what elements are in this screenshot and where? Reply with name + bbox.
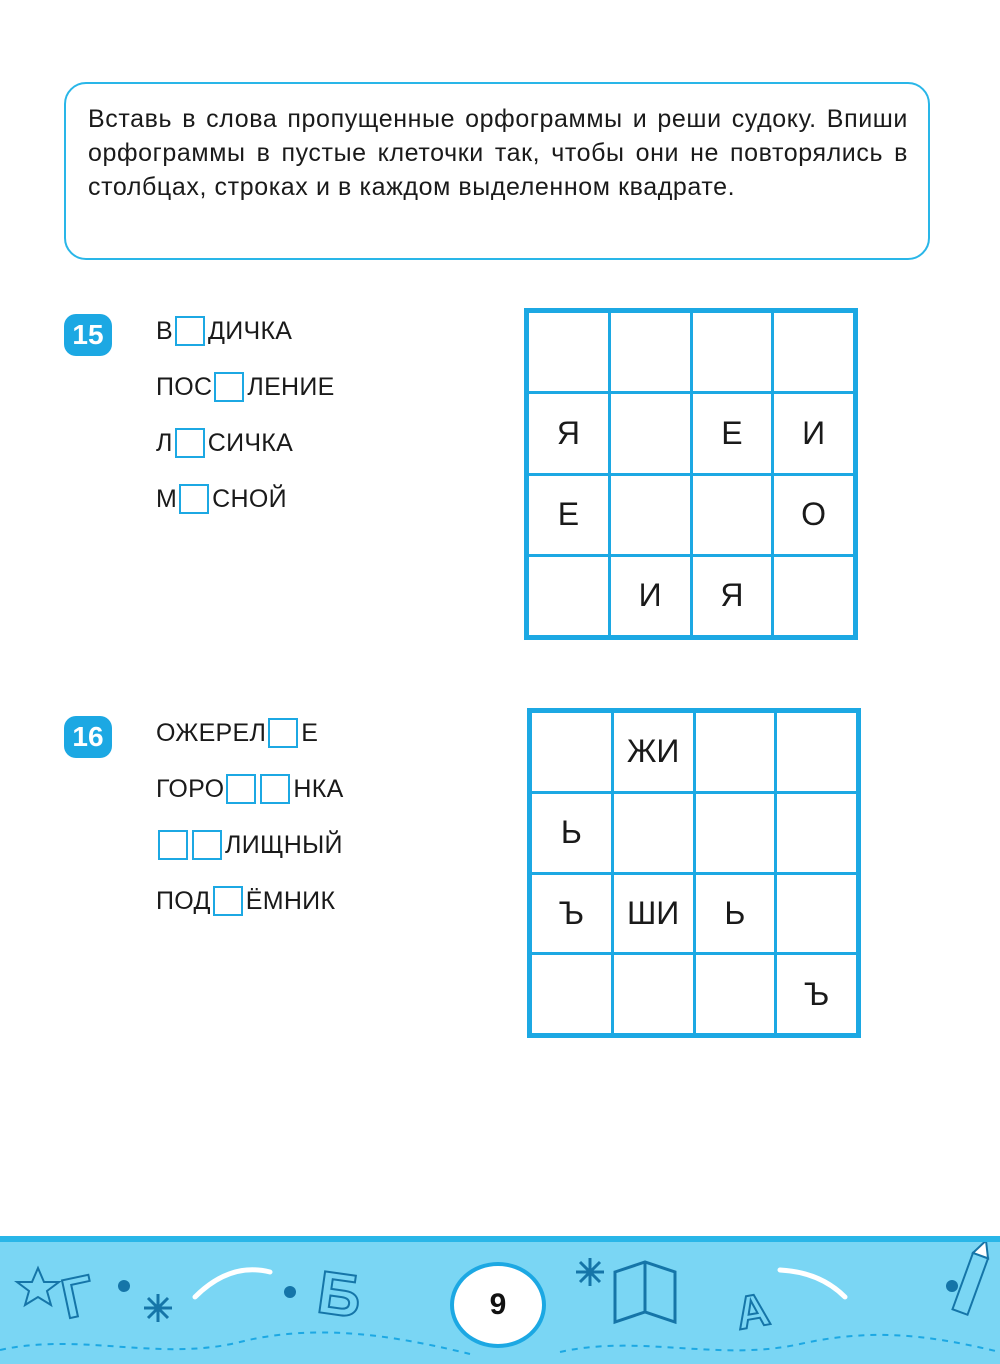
task-16-word-4: ПОД ЁМНИК xyxy=(156,886,336,915)
task-16-word-3-blank-1[interactable] xyxy=(158,830,188,860)
task-15-word-3-blank[interactable] xyxy=(175,428,205,458)
task-15-word-4: М СНОЙ xyxy=(156,484,287,513)
sudoku-15-cell[interactable] xyxy=(529,557,608,635)
sudoku-15-cell[interactable] xyxy=(611,394,690,472)
task-16-word-2-blank-2[interactable] xyxy=(260,774,290,804)
page-number: 9 xyxy=(450,1262,546,1348)
sudoku-16-cell[interactable] xyxy=(777,794,856,872)
book-icon xyxy=(615,1262,675,1322)
sudoku-16-cell[interactable]: Ъ xyxy=(777,955,856,1033)
sudoku-15-cell[interactable]: Я xyxy=(529,394,608,472)
letter-decor: Г xyxy=(55,1262,100,1331)
sudoku-15-cell[interactable]: Е xyxy=(693,394,772,472)
sudoku-15-cell[interactable] xyxy=(693,476,772,554)
letter-decor: Б xyxy=(313,1258,366,1331)
dot-decor xyxy=(284,1286,296,1298)
sudoku-16-cell[interactable] xyxy=(532,955,611,1033)
sudoku-15-cell[interactable]: И xyxy=(611,557,690,635)
star-icon xyxy=(17,1268,59,1305)
letter-decor: А xyxy=(731,1282,774,1340)
task-15-word-2: ПОС ЛЕНИЕ xyxy=(156,372,335,401)
task-15-word-3: Л СИЧКА xyxy=(156,428,294,457)
snowflake-icon xyxy=(144,1294,172,1322)
sudoku-16-cell[interactable] xyxy=(696,713,775,791)
task-15-badge: 15 xyxy=(64,314,112,356)
sudoku-15-cell[interactable] xyxy=(611,313,690,391)
snowflake-icon xyxy=(576,1258,604,1286)
sudoku-16-cell[interactable]: Ь xyxy=(532,794,611,872)
task-15-word-4-blank[interactable] xyxy=(179,484,209,514)
sudoku-16-cell[interactable]: ШИ xyxy=(614,875,693,953)
sudoku-16-cell[interactable] xyxy=(614,955,693,1033)
sudoku-15-cell[interactable]: О xyxy=(774,476,853,554)
sudoku-15-cell[interactable] xyxy=(774,313,853,391)
instructions-box xyxy=(64,82,930,260)
sudoku-16-cell[interactable] xyxy=(614,794,693,872)
pencil-icon xyxy=(952,1242,993,1315)
task-16-word-1-blank[interactable] xyxy=(268,718,298,748)
dot-decor xyxy=(118,1280,130,1292)
swoosh-decor xyxy=(780,1270,845,1297)
instructions-text: Вставь в слова пропущенные орфограммы и реши судоку. Впиши орфограммы в пустые клеточки так, чтобы они не повторялись в столбцах, строках и в каждом выделенном квадрате. xyxy=(88,105,908,201)
sudoku-16-cell[interactable]: ЖИ xyxy=(614,713,693,791)
sudoku-15-cell[interactable]: Я xyxy=(693,557,772,635)
sudoku-15-cell[interactable] xyxy=(529,313,608,391)
sudoku-15-cell[interactable] xyxy=(774,557,853,635)
swoosh-decor xyxy=(195,1270,270,1297)
sudoku-16-cell[interactable] xyxy=(696,955,775,1033)
task-16-word-4-blank[interactable] xyxy=(213,886,243,916)
task-16-word-2: ГОРО НКА xyxy=(156,774,344,803)
sudoku-grid-16 xyxy=(527,708,861,1038)
task-16-word-1: ОЖЕРЕЛ Е xyxy=(156,718,319,747)
sudoku-16-cell[interactable] xyxy=(696,794,775,872)
task-16-word-3-blank-2[interactable] xyxy=(192,830,222,860)
sudoku-15-cell[interactable] xyxy=(611,476,690,554)
task-15-word-2-blank[interactable] xyxy=(214,372,244,402)
sudoku-15-cell[interactable] xyxy=(693,313,772,391)
sudoku-16-cell[interactable] xyxy=(532,713,611,791)
task-15-word-1-blank[interactable] xyxy=(175,316,205,346)
sudoku-15-cell[interactable]: Е xyxy=(529,476,608,554)
dot-decor xyxy=(946,1280,958,1292)
sudoku-16-cell[interactable]: Ъ xyxy=(532,875,611,953)
sudoku-16-cell[interactable] xyxy=(777,875,856,953)
sudoku-16-cell[interactable]: Ь xyxy=(696,875,775,953)
dashed-line-decor xyxy=(0,1332,470,1354)
sudoku-15-cell[interactable]: И xyxy=(774,394,853,472)
task-16-badge: 16 xyxy=(64,716,112,758)
dashed-line-decor xyxy=(560,1335,1000,1352)
task-15-word-1: В ДИЧКА xyxy=(156,316,293,345)
sudoku-16-cell[interactable] xyxy=(777,713,856,791)
task-16-word-2-blank-1[interactable] xyxy=(226,774,256,804)
task-16-word-3: ЛИЩНЫЙ xyxy=(158,828,343,862)
sudoku-grid-15 xyxy=(524,308,858,640)
